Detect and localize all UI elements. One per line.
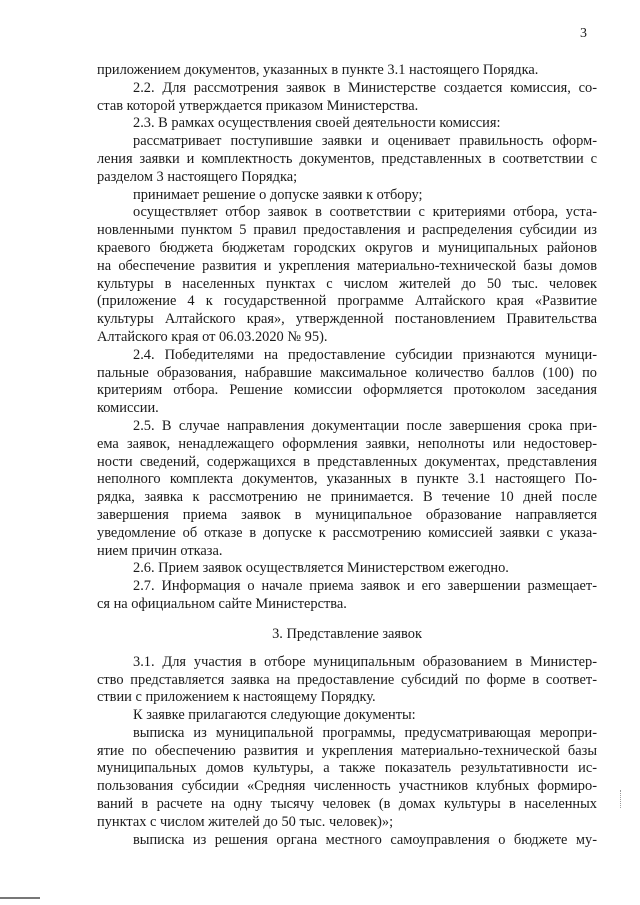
text-line: 3.1. Для участия в отборе муниципальным образованием в Министер- xyxy=(133,653,597,670)
text-line: 2.3. В рамках осуществления своей деятельности комиссия: xyxy=(133,115,501,132)
text-line: ятие по обеспечению развития и укрепления материально-технической базы xyxy=(97,742,597,759)
margin-mark xyxy=(620,790,623,808)
text-line: завершения приема заявок в муниципальное образование направляется xyxy=(97,506,597,523)
text-line: выписка из решения органа местного самоуправления о бюджете му- xyxy=(133,831,597,848)
text-line: пользования субсидии «Средняя численность участников клубных формиро- xyxy=(97,778,597,795)
text-line: ления заявки и комплектность документов, представленных в соответствии с xyxy=(97,150,597,167)
text-line: рядка, заявка к рассмотрению не принимается. В течение 10 дней после xyxy=(97,489,597,506)
text-line: разделом 3 настоящего Порядка; xyxy=(97,168,298,185)
text-line: уведомление об отказе в допуске к рассмотрению комиссией заявки с указа- xyxy=(97,524,597,541)
text-line: на обеспечение развития и укрепления материально-технической базы домов xyxy=(97,257,597,274)
text-line: став которой утверждается приказом Министерства. xyxy=(97,97,419,114)
text-line: 2.2. Для рассмотрения заявок в Министерстве создается комиссия, со- xyxy=(133,79,597,96)
text-line: краевого бюджета бюджетам городских округов и муниципальных районов xyxy=(97,239,597,256)
text-line: 2.7. Информация о начале приема заявок и его завершении размещает- xyxy=(133,578,597,595)
text-line: критериям отбора. Решение комиссии оформляется протоколом заседания xyxy=(97,382,597,399)
text-line: рассматривает поступившие заявки и оценивает правильность оформ- xyxy=(133,133,597,150)
text-line: выписка из муниципальной программы, предусматривающая меропри- xyxy=(133,724,597,741)
text-line: культуры Алтайского края», утвержденной постановлением Правительства xyxy=(97,311,597,328)
text-line: ся на официальном сайте Министерства. xyxy=(97,595,347,612)
text-line: новленными пунктом 5 правил предоставления и распределения субсидии из xyxy=(97,222,597,239)
text-line: ваний в расчете на одну тысячу человек (в домах культуры в населенных xyxy=(97,796,597,813)
text-line: ности сведений, содержащихся в представленных документах, представления xyxy=(97,453,597,470)
text-line: неполного комплекта документов, указанных в пункте 3.1 настоящего По- xyxy=(97,471,597,488)
text-line: осуществляет отбор заявок в соответствии с критериями отбора, уста- xyxy=(133,204,597,221)
text-line: К заявке прилагаются следующие документы: xyxy=(133,707,416,724)
section-heading: 3. Представление заявок xyxy=(272,625,422,642)
text-line: нием причин отказа. xyxy=(97,542,223,559)
text-line: пунктах с числом жителей до 50 тыс. человек)»; xyxy=(97,813,394,830)
text-line: Алтайского края от 06.03.2020 № 95). xyxy=(97,328,328,345)
text-line: 2.4. Победителями на предоставление субсидии признаются муници- xyxy=(133,346,597,363)
text-line: приложением документов, указанных в пункте 3.1 настоящего Порядка. xyxy=(97,62,539,78)
text-line: комиссии. xyxy=(97,400,159,417)
text-line: культуры в населенных пунктах с числом жителей до 50 тыс. человек xyxy=(97,275,597,292)
text-line: ство представляется заявка на предоставление субсидий по форме в соответ- xyxy=(97,671,597,688)
text-line: ствии с приложением к настоящему Порядку. xyxy=(97,689,376,706)
text-line: (приложение 4 к государственной программе Алтайского края «Развитие xyxy=(97,293,597,310)
page-number: 3 xyxy=(580,26,587,41)
text-line: 2.6. Прием заявок осуществляется Министерством ежегодно. xyxy=(133,560,509,577)
text-line: 2.5. В случае направления документации после завершения срока при- xyxy=(133,417,597,434)
text-line: пальные образования, набравшие максимальное количество баллов (100) по xyxy=(97,364,597,381)
text-line: принимает решение о допуске заявки к отбору; xyxy=(133,186,423,203)
scan-edge-mark xyxy=(0,897,40,899)
text-line: муниципальных домов культуры, а также показатель результативности ис- xyxy=(97,760,597,777)
text-line: ема заявок, ненадлежащего оформления заявки, неполноты или недостовер- xyxy=(97,435,597,452)
document-body xyxy=(97,62,597,849)
